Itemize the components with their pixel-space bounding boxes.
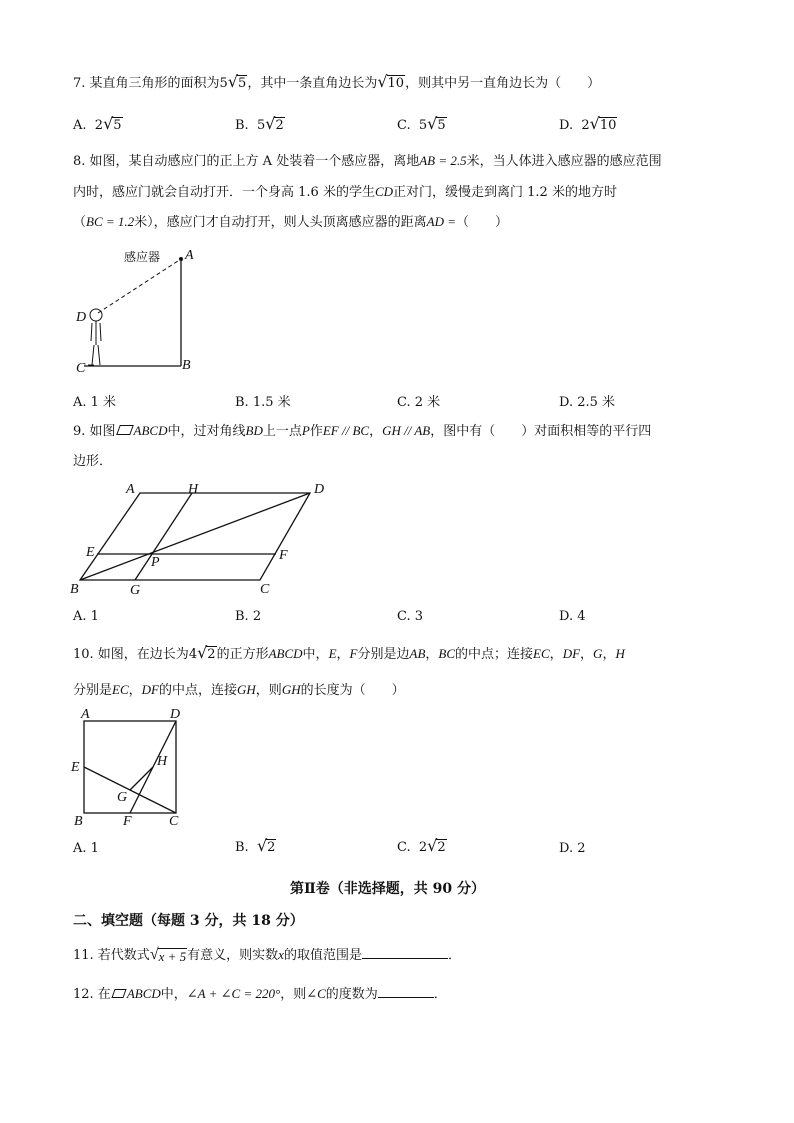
q8-option-b: B. 1.5 米 xyxy=(235,395,291,410)
q7-option-a: A. 2 √ 5 xyxy=(73,114,122,133)
q11-answer-blank[interactable] xyxy=(362,958,448,959)
label-p: P xyxy=(151,555,160,570)
q7-area-coef: 5 xyxy=(219,76,228,91)
label-g: G xyxy=(130,583,141,598)
parallelogram-symbol xyxy=(111,989,126,998)
q8-stem-line3: （BC = 1.2米），感应门才自动打开，则人头顶离感应器的距离AD =（ ） xyxy=(73,214,509,230)
q9-option-b: B. 2 xyxy=(235,609,262,624)
label-e: E xyxy=(86,545,95,560)
sensor-label: 感应器 xyxy=(124,250,161,264)
q9-stem-line2: 边形． xyxy=(73,454,113,469)
q8-option-d: D. 2.5 米 xyxy=(559,395,616,410)
label-h: H xyxy=(157,754,168,769)
parallelogram-symbol xyxy=(116,425,134,435)
student-figure xyxy=(88,309,102,365)
label-b: B xyxy=(70,582,79,597)
label-b: B xyxy=(74,814,83,829)
q9-option-d: D. 4 xyxy=(559,609,586,624)
q8-option-a: A. 1 米 xyxy=(73,395,117,410)
label-d: D xyxy=(76,310,87,325)
q7-text-1: 7. 某直角三角形的面积为 xyxy=(73,76,220,91)
diagonal-bd xyxy=(80,493,310,580)
q11-stem: 11. 若代数式 √ x + 5 有意义，则实数x的取值范围是 ． xyxy=(73,946,461,964)
q7-stem xyxy=(73,74,600,93)
label-c: C xyxy=(260,582,270,597)
q8-stem-line1: 8. 如图，某自动感应门的正上方 A 处装着一个感应器，离地AB = 2.5米，当人体进入感应器的感应范围 xyxy=(73,153,662,169)
q10-stem-line2: 分别是EC，DF的中点，连接GH，则GH的长度为（ ） xyxy=(73,682,405,698)
label-d: D xyxy=(314,482,325,497)
q7-text-2: ，其中一条直角边长为 xyxy=(247,76,378,91)
label-a: A xyxy=(126,482,135,497)
line-gh xyxy=(135,493,192,580)
sensor-point xyxy=(179,257,183,261)
q10-option-b: B. √ 2 xyxy=(235,836,276,855)
label-d: D xyxy=(170,707,181,722)
label-e: E xyxy=(71,760,80,775)
section-title: 第Ⅱ卷（非选择题，共 90 分） xyxy=(290,881,486,897)
q7-area-sqrt: √ 5 xyxy=(227,72,247,91)
q7-option-b: B. 5 √ 2 xyxy=(235,114,284,133)
q7-side-sqrt: √ 10 xyxy=(377,72,405,91)
label-c: C xyxy=(169,814,179,829)
label-a: A xyxy=(81,707,90,722)
label-f: F xyxy=(123,814,132,829)
label-g: G xyxy=(117,790,128,805)
q8-option-c: C. 2 米 xyxy=(397,395,441,410)
label-h: H xyxy=(188,482,199,497)
q12-stem: 12. 在 ABCD中，∠A + ∠C = 220°，则∠C的度数为 ． xyxy=(73,986,447,1002)
q12-answer-blank[interactable] xyxy=(378,997,434,998)
q7-option-d: D. 2 √ 10 xyxy=(559,114,617,133)
q10-option-c: C. 2 √ 2 xyxy=(397,836,446,855)
segment-gh xyxy=(130,767,153,790)
q10-option-a: A. 1 xyxy=(73,841,99,856)
q9-option-c: C. 3 xyxy=(397,609,424,624)
q8-figure xyxy=(70,245,210,380)
sight-line xyxy=(98,259,181,313)
q9-figure xyxy=(66,476,346,601)
q10-option-d: D. 2 xyxy=(559,841,586,856)
q10-figure xyxy=(68,704,193,829)
q9-stem-line1: 9. 如图 ABCD中，过对角线BD上一点P作EF // BC，GH // AB，图中有（ ）对面积相等的平行四 xyxy=(73,423,652,439)
q10-stem-line1: 10. 如图，在边长为4 √ 2 的正方形ABCD中，E，F分别是边AB，BC的中点；连接EC，DF，G，H xyxy=(73,643,625,662)
part-two-heading: 二、填空题（每题 3 分，共 18 分） xyxy=(73,913,304,929)
q7-option-c: C. 5 √ 5 xyxy=(397,114,446,133)
q7-text-3: ，则其中另一直角边长为（ ） xyxy=(405,76,601,91)
q8-stem-line2: 内时，感应门就会自动打开．一个身高 1.6 米的学生CD正对门，缓慢走到离门 1.2 米的地方时 xyxy=(73,184,617,200)
label-a: A xyxy=(185,248,194,263)
label-c: C xyxy=(76,361,86,376)
q9-option-a: A. 1 xyxy=(73,609,99,624)
label-b: B xyxy=(182,358,191,373)
label-f: F xyxy=(279,548,288,563)
